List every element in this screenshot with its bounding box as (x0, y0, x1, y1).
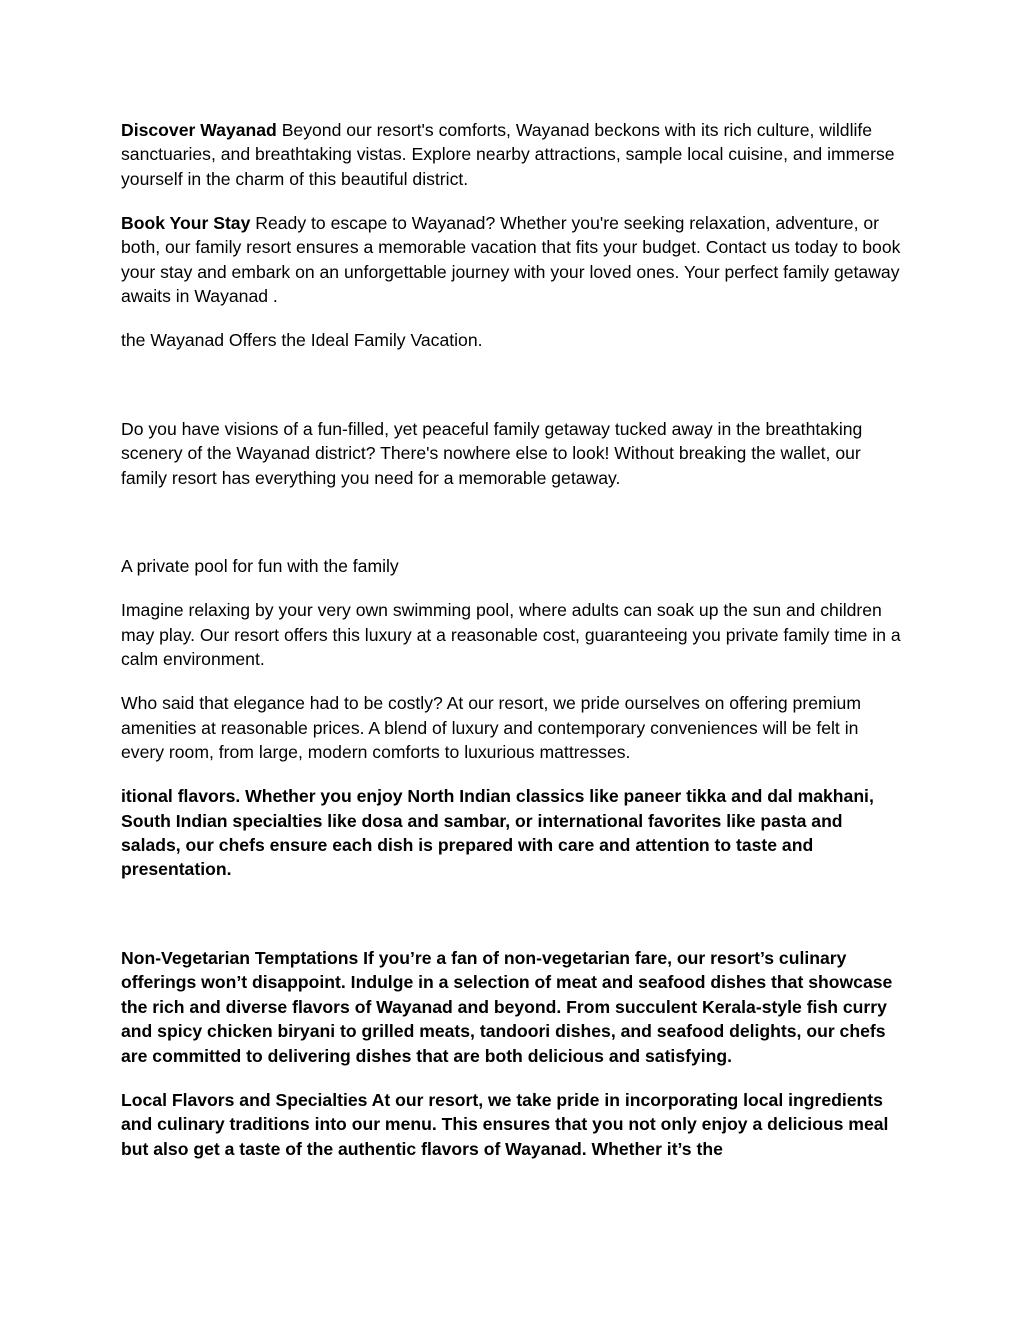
discover-text: Beyond our resort's comforts, Wayanad beckons with its rich culture, wildlife sanctuaries, and breathtaking vistas. Explore nearby attractions, sample local cuisine, and immerse yourself in the charm of this beautiful district. (121, 120, 895, 189)
elegance-paragraph: Who said that elegance had to be costly? At our resort, we pride ourselves on offering premium amenities at reasonable prices. A blend of luxury and contemporary conveniences will be felt in every room, from large, modern comforts to luxurious mattresses. (121, 693, 861, 763)
visions-paragraph: Do you have visions of a fun-filled, yet peaceful family getaway tucked away in the breathtaking scenery of the Wayanad district? There's nowhere else to look! Without breaking the wallet, our family resort has everything you need for a memorable getaway. (121, 418, 863, 488)
flavors-paragraph: itional flavors. Whether you enjoy North Indian classics like paneer tikka and dal makhani, South Indian specialties like dosa and sambar, or international favorites like pasta and salads, our chefs ensure each dish is prepared with care and attention to taste and presentation. (121, 786, 874, 880)
pool-heading: A private pool for fun with the family (121, 556, 399, 577)
blank-line (121, 510, 906, 534)
local-flavors-paragraph: Local Flavors and Specialties At our resort, we take pride in incorporating local ingredients and culinary traditions into our menu. This ensures that you not only enjoy a delicious meal but also get a taste of the authentic flavors of Wayanad. Whether it’s the (121, 1089, 889, 1159)
blank-line (121, 902, 906, 926)
ideal-vacation-paragraph: the Wayanad Offers the Ideal Family Vacation. (121, 330, 483, 351)
discover-heading: Discover Wayanad (121, 120, 277, 140)
book-paragraph (121, 211, 906, 309)
document-page (121, 118, 906, 1181)
book-text: Ready to escape to Wayanad? Whether you're seeking relaxation, adventure, or both, our family resort ensures a memorable vacation that fits your budget. Contact us today to book your stay and embark on an unforgettable journey with your loved ones. Your perfect family getaway awaits in Wayanad . (121, 213, 901, 307)
non-veg-paragraph: Non-Vegetarian Temptations If you’re a fan of non-vegetarian fare, our resort’s culinary offerings won’t disappoint. Indulge in a selection of meat and seafood dishes that showcase the rich and diverse flavors of Wayanad and beyond. From succulent Kerala-style fish curry and spicy chicken biryani to grilled meats, tandoori dishes, and seafood delights, our chefs are committed to delivering dishes that are both delicious and satisfying. (121, 947, 893, 1066)
book-heading: Book Your Stay (121, 213, 251, 234)
pool-paragraph: Imagine relaxing by your very own swimming pool, where adults can soak up the sun and children may play. Our resort offers this luxury at a reasonable cost, guaranteeing you private family time in a calm environment. (121, 600, 901, 670)
blank-line (121, 373, 906, 397)
discover-paragraph (121, 118, 906, 191)
